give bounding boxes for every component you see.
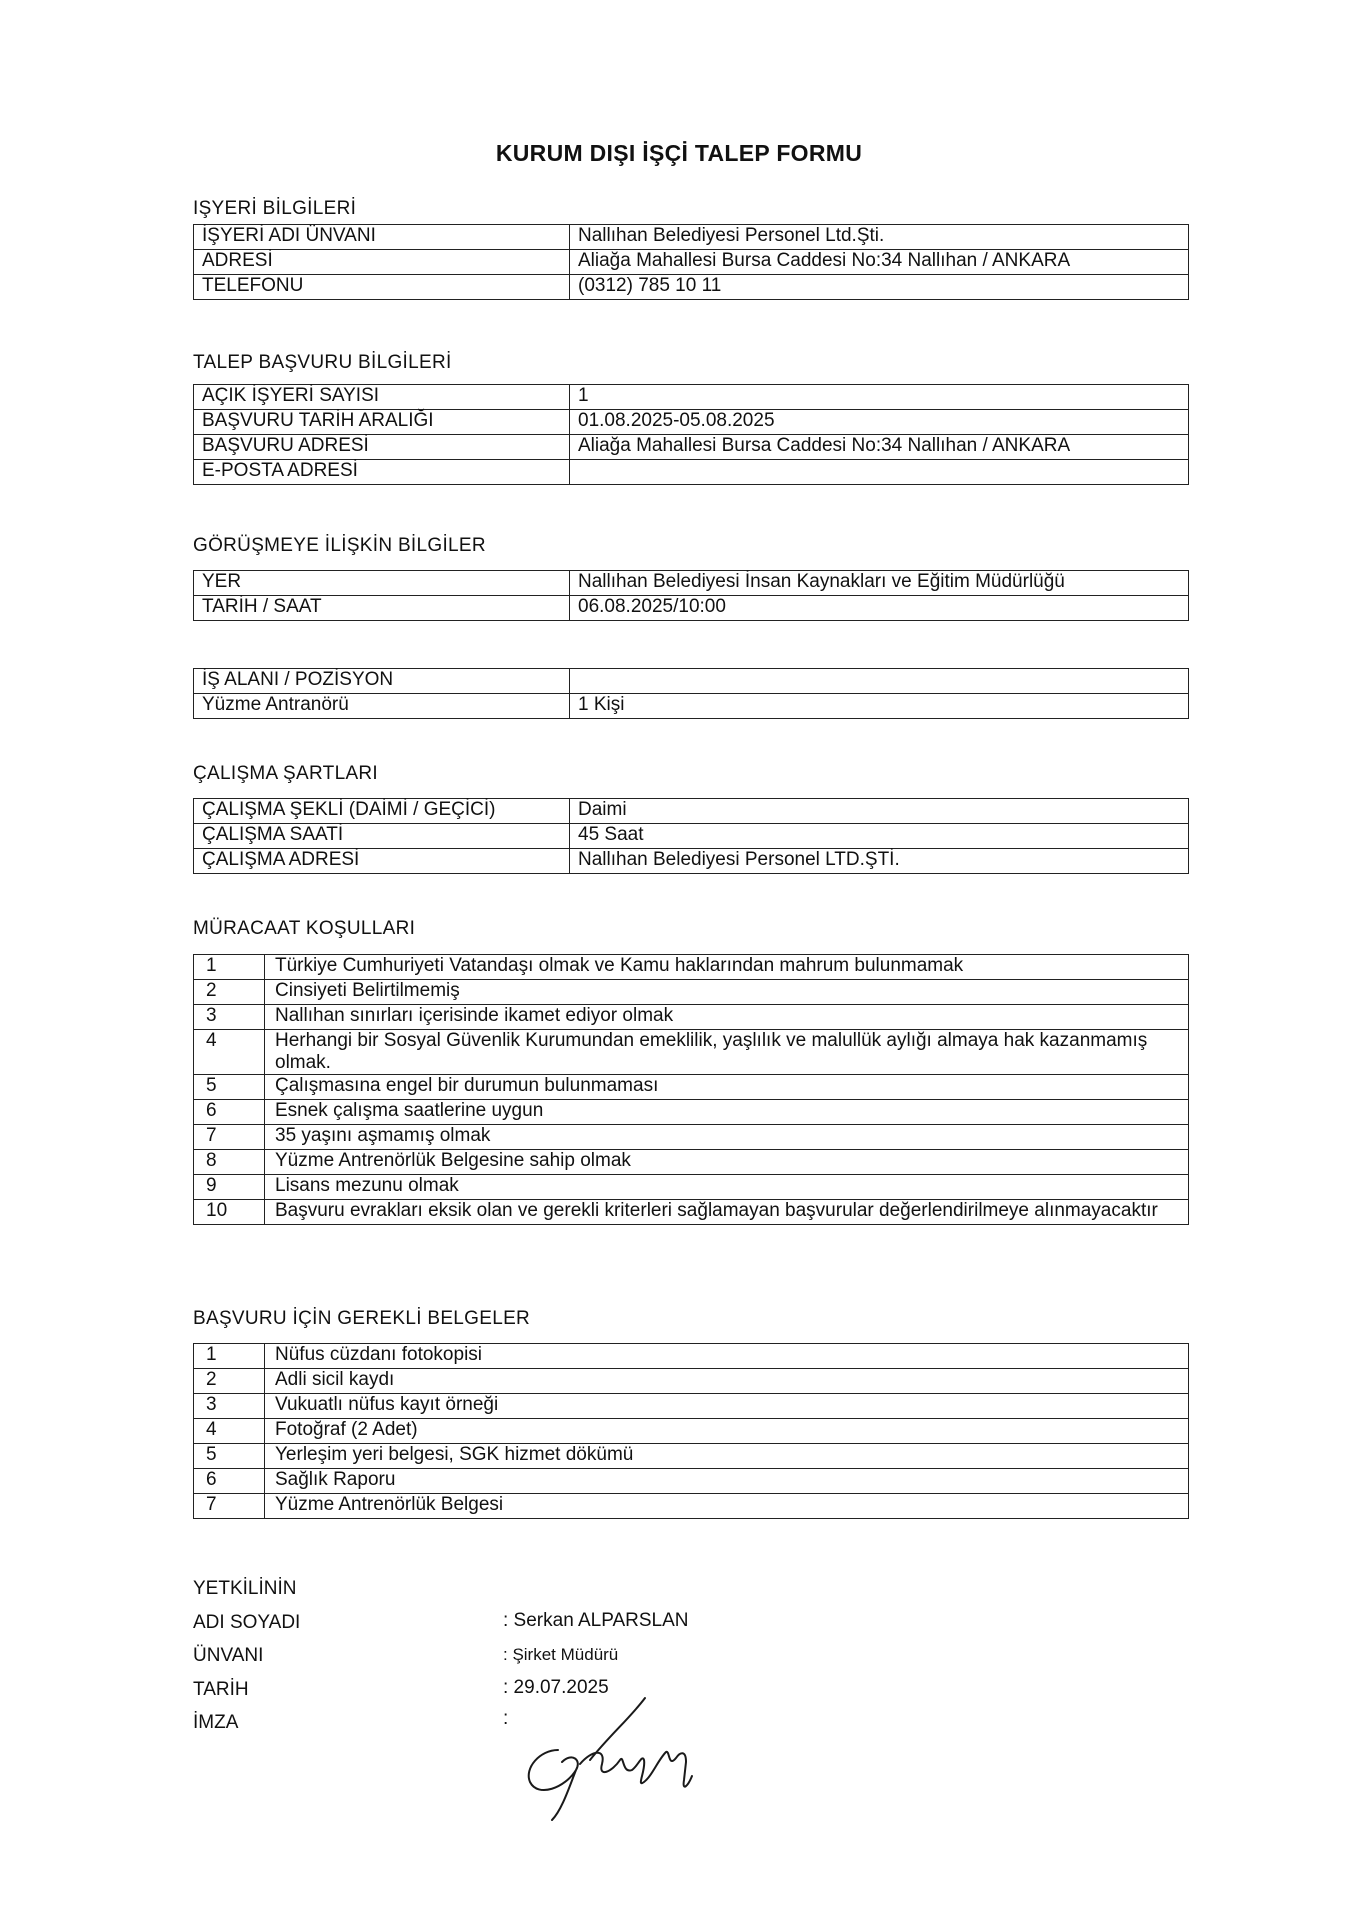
row-value: 1 Kişi: [570, 694, 1189, 719]
item-text: Başvuru evrakları eksik olan ve gerekli kriterleri sağlamayan başvurular değerlendirilmeye alınmayacaktır: [265, 1200, 1189, 1225]
row-label: E-POSTA ADRESİ: [194, 460, 570, 485]
item-text: Vukuatlı nüfus kayıt örneği: [265, 1394, 1189, 1419]
belgeler-heading: BAŞVURU İÇİN GEREKLİ BELGELER: [193, 1308, 531, 1329]
row-label: ÇALIŞMA ŞEKLİ (DAİMİ / GEÇİCİ): [194, 799, 570, 824]
item-text: Cinsiyeti Belirtilmemiş: [265, 980, 1189, 1005]
table-row: [194, 1444, 1189, 1469]
item-text: Adli sicil kaydı: [265, 1369, 1189, 1394]
item-text: Herhangi bir Sosyal Güvenlik Kurumundan emeklilik, yaşlılık ve malullük aylığı almaya hak kazanmamış olmak.: [265, 1030, 1189, 1075]
row-label: ÇALIŞMA SAATİ: [194, 824, 570, 849]
table-row: [194, 1494, 1189, 1519]
table-row: [194, 275, 1189, 300]
table-row: [194, 1175, 1189, 1200]
tarih-value: : 29.07.2025: [503, 1677, 609, 1698]
gorusme-table: [193, 570, 1189, 621]
item-text: Esnek çalışma saatlerine uygun: [265, 1100, 1189, 1125]
table-row: [194, 435, 1189, 460]
row-value: [570, 460, 1189, 485]
item-number: 3: [194, 1005, 265, 1030]
item-number: 9: [194, 1175, 265, 1200]
isyeri-heading: IŞYERİ BİLGİLERİ: [193, 198, 357, 219]
unvani-value: : Şirket Müdürü: [503, 1645, 619, 1664]
item-text: Yüzme Antrenörlük Belgesine sahip olmak: [265, 1150, 1189, 1175]
table-row: [194, 669, 1189, 694]
imza-label: İMZA: [193, 1712, 239, 1733]
table-row: [194, 849, 1189, 874]
isyeri-table: [193, 224, 1189, 300]
item-number: 1: [194, 955, 265, 980]
unvani-label: ÜNVANI: [193, 1645, 264, 1666]
table-row: [194, 1150, 1189, 1175]
pozisyon-table: [193, 668, 1189, 719]
row-label: ÇALIŞMA ADRESİ: [194, 849, 570, 874]
table-row: [194, 980, 1189, 1005]
table-row: [194, 1344, 1189, 1369]
item-number: 8: [194, 1150, 265, 1175]
muracaat-heading: MÜRACAAT KOŞULLARI: [193, 918, 416, 939]
row-value: Aliağa Mahallesi Bursa Caddesi No:34 Nallıhan / ANKARA: [570, 250, 1189, 275]
item-number: 4: [194, 1419, 265, 1444]
item-number: 7: [194, 1125, 265, 1150]
item-number: 3: [194, 1394, 265, 1419]
row-value: Nallıhan Belediyesi Personel Ltd.Şti.: [570, 225, 1189, 250]
row-label: YER: [194, 571, 570, 596]
row-label: AÇIK İŞYERİ SAYISI: [194, 385, 570, 410]
item-number: 7: [194, 1494, 265, 1519]
row-label: BAŞVURU TARİH ARALIĞI: [194, 410, 570, 435]
item-number: 5: [194, 1075, 265, 1100]
talep-heading: TALEP BAŞVURU BİLGİLERİ: [193, 352, 452, 373]
belgeler-table: [193, 1343, 1189, 1519]
table-row: [194, 1394, 1189, 1419]
row-value: 01.08.2025-05.08.2025: [570, 410, 1189, 435]
row-value: 06.08.2025/10:00: [570, 596, 1189, 621]
item-number: 6: [194, 1100, 265, 1125]
row-value: (0312) 785 10 11: [570, 275, 1189, 300]
row-label: TELEFONU: [194, 275, 570, 300]
table-row: [194, 571, 1189, 596]
item-number: 2: [194, 1369, 265, 1394]
form-title: KURUM DIŞI İŞÇİ TALEP FORMU: [495, 140, 863, 166]
item-text: Lisans mezunu olmak: [265, 1175, 1189, 1200]
talep-table: [193, 384, 1189, 485]
adi-soyadi-label: ADI SOYADI: [193, 1612, 301, 1633]
row-label: TARİH / SAAT: [194, 596, 570, 621]
table-row: [194, 460, 1189, 485]
table-row: [194, 225, 1189, 250]
item-number: 1: [194, 1344, 265, 1369]
table-row: [194, 1369, 1189, 1394]
item-number: 4: [194, 1030, 265, 1075]
table-row: [194, 1005, 1189, 1030]
item-text: Yerleşim yeri belgesi, SGK hizmet dökümü: [265, 1444, 1189, 1469]
table-row: [194, 1030, 1189, 1075]
item-number: 5: [194, 1444, 265, 1469]
calisma-heading: ÇALIŞMA ŞARTLARI: [193, 763, 379, 784]
table-row: [194, 250, 1189, 275]
item-text: Çalışmasına engel bir durumun bulunmaması: [265, 1075, 1189, 1100]
adi-soyadi-value: : Serkan ALPARSLAN: [503, 1610, 689, 1631]
table-row: [194, 1100, 1189, 1125]
item-text: Nallıhan sınırları içerisinde ikamet ediyor olmak: [265, 1005, 1189, 1030]
table-row: [194, 799, 1189, 824]
gorusme-heading: GÖRÜŞMEYE İLİŞKİN BİLGİLER: [193, 535, 486, 556]
table-row: [194, 1075, 1189, 1100]
row-value: 45 Saat: [570, 824, 1189, 849]
item-number: 10: [194, 1200, 265, 1225]
table-row: [194, 1419, 1189, 1444]
item-number: 6: [194, 1469, 265, 1494]
row-value: 1: [570, 385, 1189, 410]
table-row: [194, 694, 1189, 719]
item-text: Sağlık Raporu: [265, 1469, 1189, 1494]
row-label: İŞ ALANI / POZİSYON: [194, 669, 570, 694]
item-text: Yüzme Antrenörlük Belgesi: [265, 1494, 1189, 1519]
table-row: [194, 824, 1189, 849]
imza-value: :: [503, 1708, 509, 1729]
row-value: Nallıhan Belediyesi İnsan Kaynakları ve Eğitim Müdürlüğü: [570, 571, 1189, 596]
row-value: Nallıhan Belediyesi Personel LTD.ŞTİ.: [570, 849, 1189, 874]
yetkili-heading: YETKİLİNİN: [193, 1578, 297, 1599]
table-row: [194, 1125, 1189, 1150]
item-text: Nüfus cüzdanı fotokopisi: [265, 1344, 1189, 1369]
muracaat-table: [193, 954, 1189, 1225]
row-value: Aliağa Mahallesi Bursa Caddesi No:34 Nallıhan / ANKARA: [570, 435, 1189, 460]
table-row: [194, 1469, 1189, 1494]
row-value: [570, 669, 1189, 694]
calisma-table: [193, 798, 1189, 874]
item-text: Türkiye Cumhuriyeti Vatandaşı olmak ve Kamu haklarından mahrum bulunmamak: [265, 955, 1189, 980]
table-row: [194, 955, 1189, 980]
item-text: Fotoğraf (2 Adet): [265, 1419, 1189, 1444]
table-row: [194, 385, 1189, 410]
tarih-label: TARİH: [193, 1679, 249, 1700]
row-label: İŞYERİ ADI ÜNVANI: [194, 225, 570, 250]
row-label: Yüzme Antranörü: [194, 694, 570, 719]
table-row: [194, 410, 1189, 435]
row-value: Daimi: [570, 799, 1189, 824]
item-number: 2: [194, 980, 265, 1005]
row-label: ADRESİ: [194, 250, 570, 275]
table-row: [194, 1200, 1189, 1225]
item-text: 35 yaşını aşmamış olmak: [265, 1125, 1189, 1150]
signature-image: [510, 1690, 720, 1830]
row-label: BAŞVURU ADRESİ: [194, 435, 570, 460]
table-row: [194, 596, 1189, 621]
